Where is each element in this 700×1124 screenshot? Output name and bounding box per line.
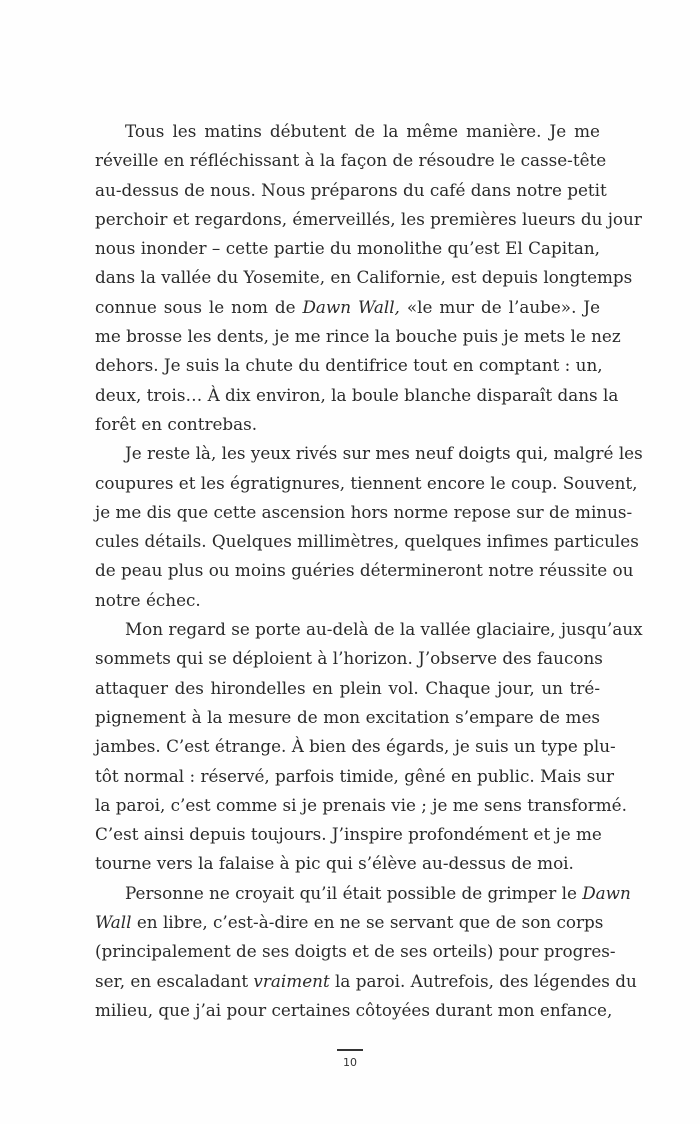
text-line: deux, trois… À dix environ, la boule blanche disparaît dans la [95,384,619,405]
text-line: attaquer des hirondelles en plein vol. Chaque jour, un tré- [95,677,600,698]
text-line: Je reste là, les yeux rivés sur mes neuf doigts qui, malgré les [125,443,643,464]
text-line: connue sous le nom de Dawn Wall, «le mur de l’aube». Je [95,296,601,317]
text-line: dans la vallée du Yosemite, en Californie, est depuis longtemps [95,267,633,288]
paragraph [95,879,637,1025]
text-line: sommets qui se déploient à l’horizon. J’observe des faucons [95,648,603,669]
text-line: tourne vers la falaise à pic qui s’élève au-dessus de moi. [95,853,574,874]
text-line: (principalement de ses doigts et de ses orteils) pour progres- [95,941,616,962]
text-line: jambes. C’est étrange. À bien des égards, je suis un type plu- [95,736,616,757]
text-line: me brosse les dents, je me rince la bouche puis je mets le nez [95,326,621,347]
text-line: tôt normal : réservé, parfois timide, gêné en public. Mais sur [95,765,615,786]
paragraph [95,439,643,615]
italic-text: Dawn Wall, [302,296,400,317]
text-line: forêt en contrebas. [95,413,258,434]
page-number: 10 [343,1056,357,1069]
text-line: Wall en libre, c’est-à-dire en ne se servant que de son corps [95,912,604,933]
text-line: de peau plus ou moins guéries détermineront notre réussite ou [95,560,634,581]
text-line: perchoir et regardons, émerveillés, les premières lueurs du jour [95,208,642,229]
text-line: pignement à la mesure de mon excitation s’empare de mes [95,706,600,727]
text-line: Tous les matins débutent de la même manière. Je me [125,121,600,141]
text-line: Personne ne croyait qu’il était possible de grimper le Dawn [125,882,631,903]
paragraph [95,615,643,879]
text-line: C’est ainsi depuis toujours. J’inspire profondément et je me [95,824,602,845]
body-text [95,117,643,1025]
page-number-rule [337,1049,363,1051]
text-line: nous inonder – cette partie du monolithe qu’est El Capitan, [95,238,600,259]
text-line: Mon regard se porte au-delà de la vallée glaciaire, jusqu’aux [125,619,643,640]
italic-text: Dawn [582,882,631,903]
paragraph [95,117,642,439]
text-line: dehors. Je suis la chute du dentifrice tout en comptant : un, [95,355,603,376]
text-line: la paroi, c’est comme si je prenais vie ; je me sens transformé. [95,794,627,815]
text-line: réveille en réfléchissant à la façon de résoudre le casse-tête [95,150,607,171]
italic-text: Wall [95,912,132,933]
text-line: cules détails. Quelques millimètres, quelques infimes particules [95,531,639,552]
italic-text: vraiment [253,970,330,991]
text-line: au-dessus de nous. Nous préparons du café dans notre petit [95,179,607,200]
text-line: je me dis que cette ascension hors norme repose sur de minus- [95,501,633,522]
text-line: ser, en escaladant vraiment la paroi. Autrefois, des légendes du [95,970,637,991]
text-line: milieu, que j’ai pour certaines côtoyées durant mon enfance, [95,999,613,1020]
text-line: coupures et les égratignures, tiennent encore le coup. Souvent, [95,472,638,493]
text-line: notre échec. [95,589,201,610]
